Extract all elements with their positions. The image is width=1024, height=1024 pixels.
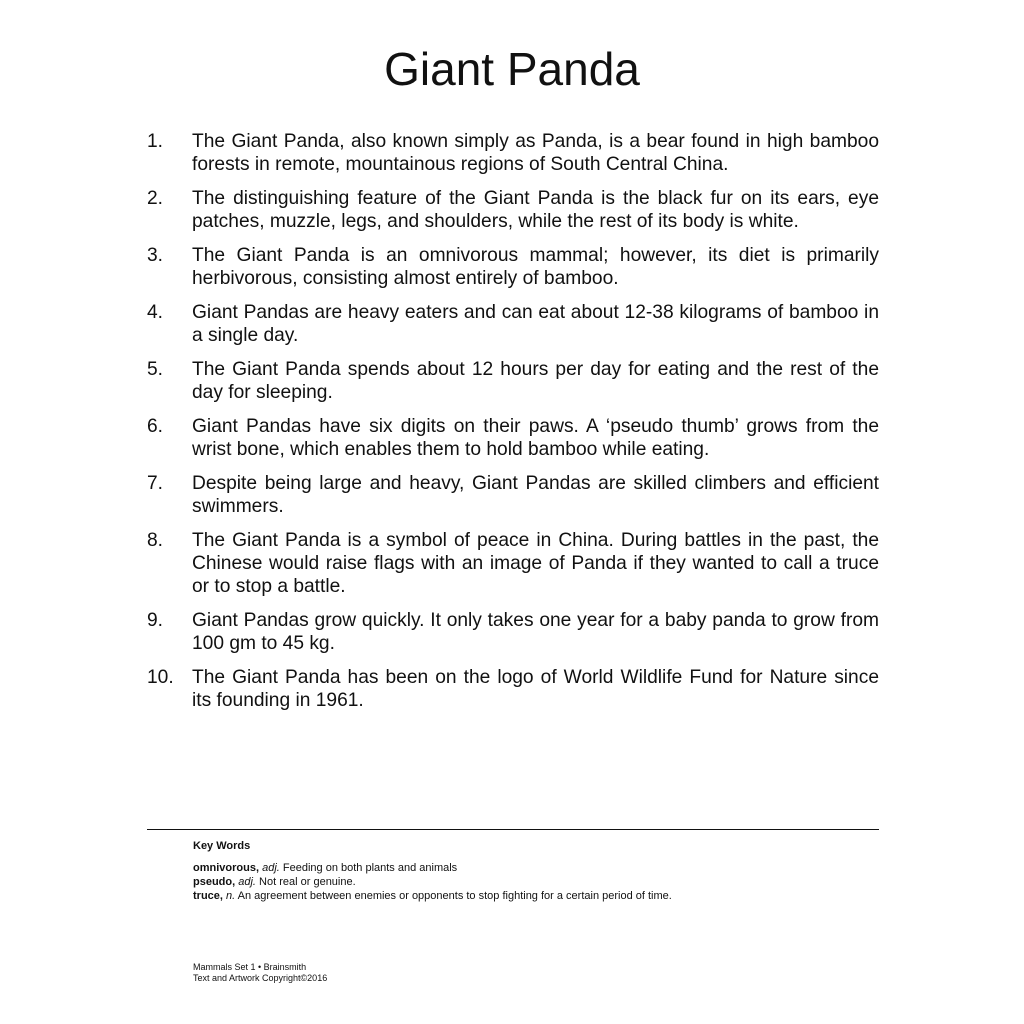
key-word-part-of-speech: adj. <box>238 876 256 888</box>
key-word-part-of-speech: n. <box>226 890 236 902</box>
key-word-definition: Not real or genuine. <box>259 876 356 888</box>
key-word-definition: An agreement between enemies or opponents to stop fighting for a certain period of time. <box>237 890 672 902</box>
list-item <box>147 358 879 404</box>
list-item-number: 2. <box>147 188 164 209</box>
key-word-part-of-speech: adj. <box>262 862 280 874</box>
copyright-footer <box>193 962 327 984</box>
list-item-text: Giant Pandas have six digits on their paws. A ‘pseudo thumb’ grows from the wrist bone, which enables them to hold bamboo while eating. <box>192 416 879 460</box>
list-item-text: The Giant Panda has been on the logo of World Wildlife Fund for Nature since its founding in 1961. <box>192 667 879 711</box>
list-item-number: 1. <box>147 131 164 152</box>
list-item-number: 10. <box>147 667 174 688</box>
key-word-term: truce, <box>193 890 223 902</box>
list-item <box>147 187 879 233</box>
list-item-number: 4. <box>147 302 164 323</box>
list-item-text: The Giant Panda is a symbol of peace in China. During battles in the past, the Chinese would raise flags with an image of Panda if they wanted to call a truce or to stop a battle. <box>192 530 879 597</box>
list-item-text: Giant Pandas are heavy eaters and can eat about 12-38 kilograms of bamboo in a single day. <box>192 302 879 346</box>
list-item-number: 7. <box>147 473 164 494</box>
list-item <box>147 130 879 176</box>
key-word-term: omnivorous, <box>193 862 260 874</box>
list-item-number: 9. <box>147 610 164 631</box>
page-title: Giant Panda <box>384 43 640 95</box>
list-item-number: 8. <box>147 530 164 551</box>
list-item-number: 3. <box>147 245 164 266</box>
list-item-text: The Giant Panda spends about 12 hours per day for eating and the rest of the day for sleeping. <box>192 359 879 403</box>
list-item-text: The distinguishing feature of the Giant Panda is the black fur on its ears, eye patches, muzzle, legs, and shoulders, while the rest of its body is white. <box>192 188 879 232</box>
list-item <box>147 415 879 461</box>
list-item-text: Giant Pandas grow quickly. It only takes one year for a baby panda to grow from 100 gm to 45 kg. <box>192 610 879 654</box>
key-word-entry <box>193 861 883 875</box>
key-word-entry <box>193 889 883 903</box>
list-item <box>147 301 879 347</box>
footer-series-line: Mammals Set 1 • Brainsmith <box>193 962 307 972</box>
section-divider <box>147 829 879 830</box>
list-item <box>147 529 879 598</box>
key-word-entry <box>193 875 883 889</box>
key-word-term: pseudo, <box>193 876 236 888</box>
list-item-number: 6. <box>147 416 164 437</box>
list-item <box>147 666 879 712</box>
fact-list <box>147 130 879 723</box>
list-item-text: The Giant Panda is an omnivorous mammal; however, its diet is primarily herbivorous, consisting almost entirely of bamboo. <box>192 245 879 289</box>
list-item-number: 5. <box>147 359 164 380</box>
list-item-text: Despite being large and heavy, Giant Pandas are skilled climbers and efficient swimmers. <box>192 473 879 517</box>
key-words-heading: Key Words <box>193 840 251 852</box>
list-item <box>147 472 879 518</box>
list-item <box>147 609 879 655</box>
key-words-section <box>193 839 883 903</box>
key-word-definition: Feeding on both plants and animals <box>282 862 458 874</box>
list-item-text: The Giant Panda, also known simply as Panda, is a bear found in high bamboo forests in remote, mountainous regions of South Central China. <box>192 131 879 175</box>
footer-copyright-line: Text and Artwork Copyright©2016 <box>193 973 328 983</box>
list-item <box>147 244 879 290</box>
